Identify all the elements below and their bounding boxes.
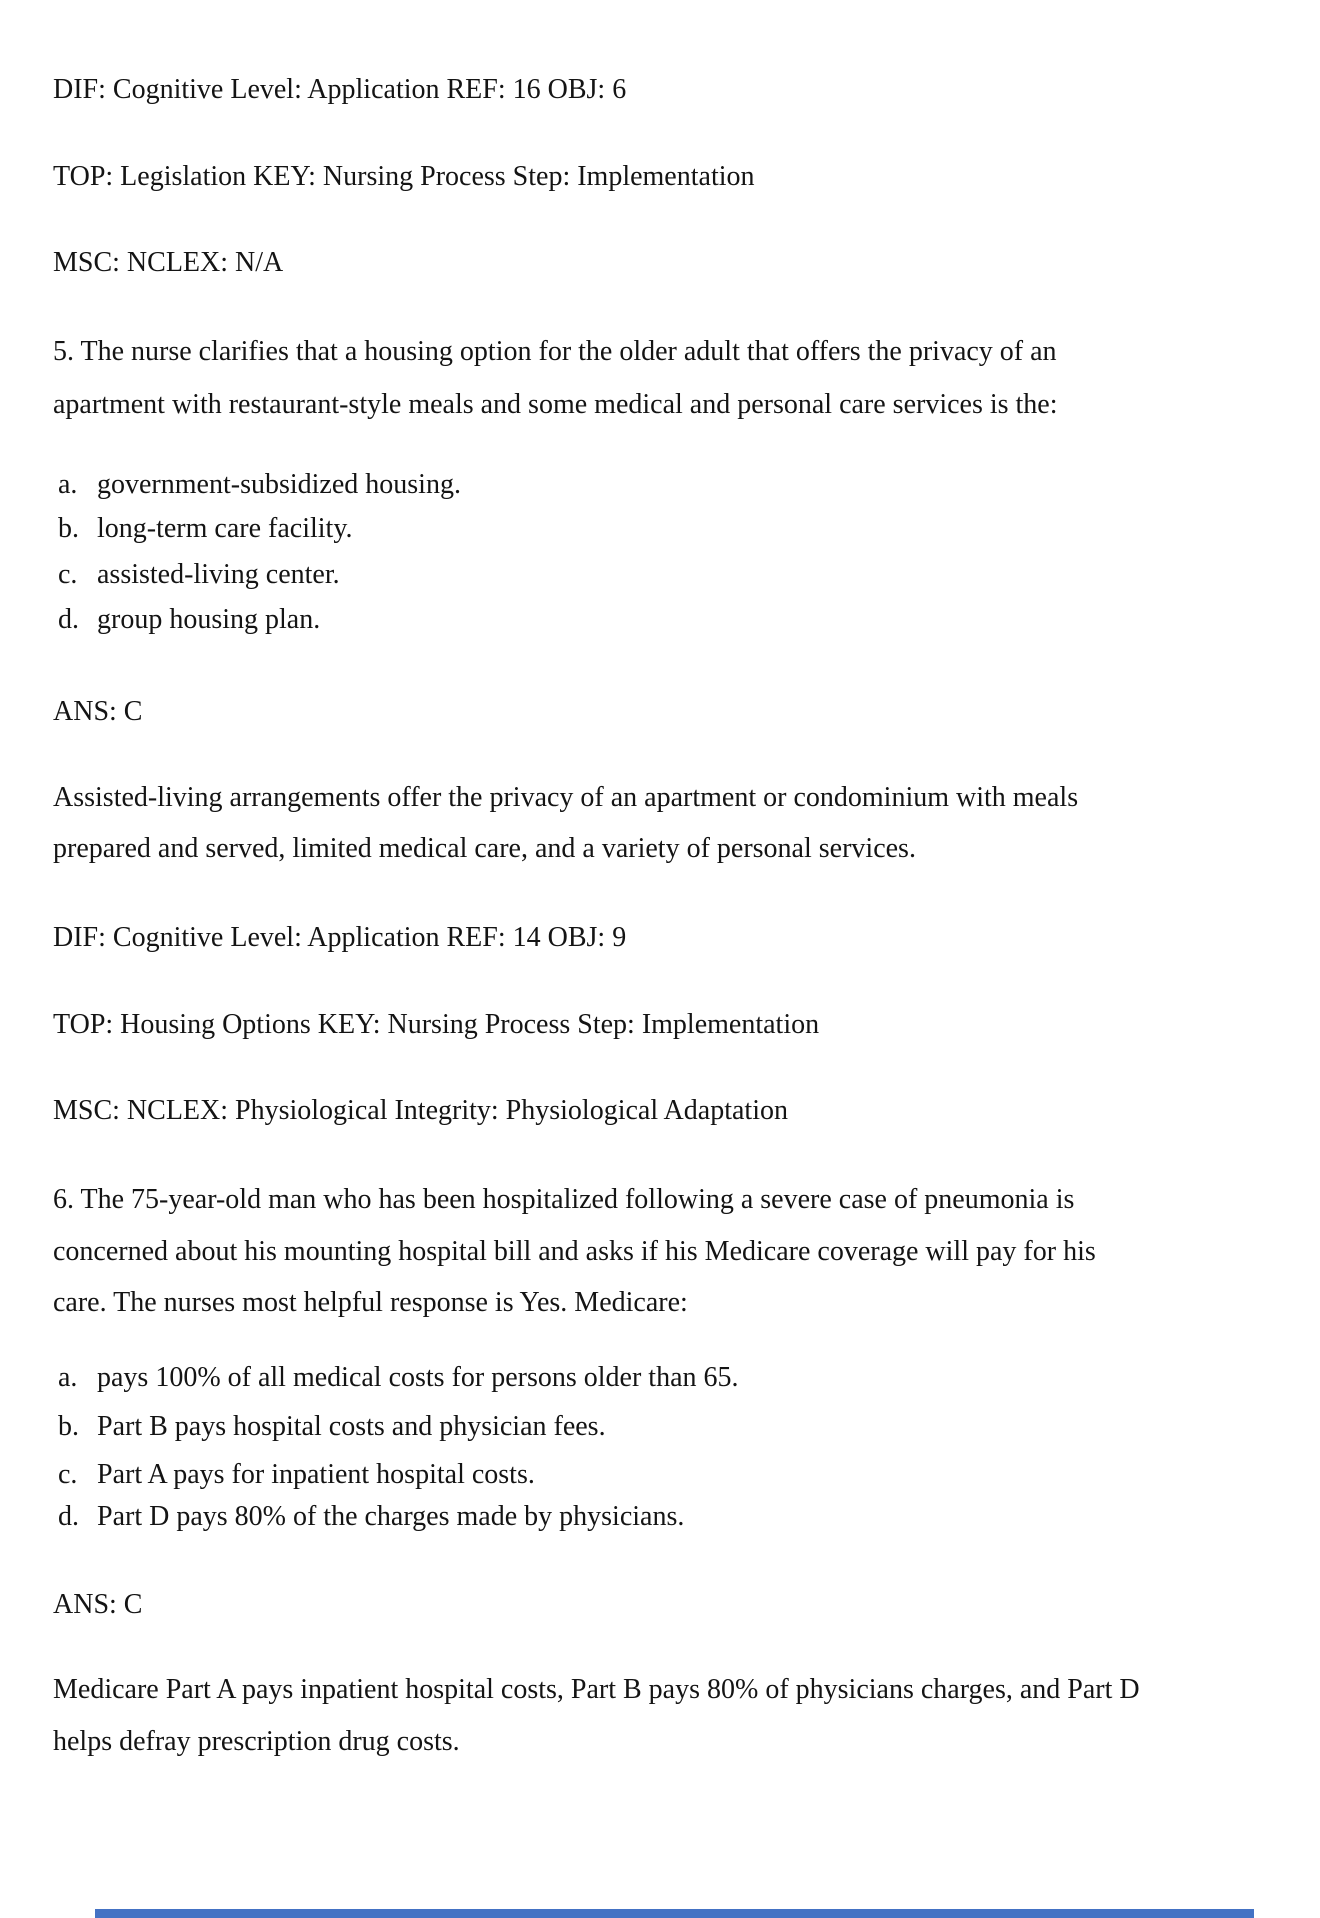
option-letter: b. bbox=[58, 513, 79, 544]
option-row bbox=[58, 594, 320, 646]
rationale-line: helps defray prescription drug costs. bbox=[53, 1726, 460, 1757]
option-letter: d. bbox=[58, 604, 79, 635]
bottom-partial-bar bbox=[95, 1909, 1254, 1918]
question-line: apartment with restaurant-style meals and some medical and personal care services is the: bbox=[53, 389, 1058, 420]
option-letter: a. bbox=[58, 469, 78, 500]
option-row bbox=[58, 1491, 684, 1543]
option-row bbox=[58, 1401, 606, 1453]
option-text: Part D pays 80% of the charges made by physicians. bbox=[97, 1501, 685, 1532]
option-text: government-subsidized housing. bbox=[97, 469, 461, 500]
option-text: pays 100% of all medical costs for persons older than 65. bbox=[97, 1362, 739, 1393]
question-line: concerned about his mounting hospital bill and asks if his Medicare coverage will pay for his bbox=[53, 1236, 1096, 1267]
option-row bbox=[58, 503, 353, 555]
meta-line: TOP: Legislation KEY: Nursing Process Step: Implementation bbox=[53, 161, 755, 192]
rationale-line: Medicare Part A pays inpatient hospital costs, Part B pays 80% of physicians charges, and Part D bbox=[53, 1674, 1140, 1705]
meta-line: MSC: NCLEX: N/A bbox=[53, 247, 284, 278]
option-letter: c. bbox=[58, 559, 78, 590]
option-text: Part B pays hospital costs and physician fees. bbox=[97, 1411, 606, 1442]
option-letter: c. bbox=[58, 1459, 78, 1490]
option-text: long-term care facility. bbox=[97, 513, 353, 544]
option-text: Part A pays for inpatient hospital costs. bbox=[97, 1459, 535, 1490]
meta-line: MSC: NCLEX: Physiological Integrity: Physiological Adaptation bbox=[53, 1095, 788, 1126]
option-letter: b. bbox=[58, 1411, 79, 1442]
option-letter: a. bbox=[58, 1362, 78, 1393]
option-text: assisted-living center. bbox=[97, 559, 340, 590]
rationale-line: prepared and served, limited medical care, and a variety of personal services. bbox=[53, 833, 916, 864]
question-line: 5. The nurse clarifies that a housing option for the older adult that offers the privacy of an bbox=[53, 336, 1057, 367]
answer-line: ANS: C bbox=[53, 1589, 143, 1620]
meta-line: DIF: Cognitive Level: Application REF: 14 OBJ: 9 bbox=[53, 922, 627, 953]
answer-line: ANS: C bbox=[53, 696, 143, 727]
question-line: 6. The 75-year-old man who has been hospitalized following a severe case of pneumonia is bbox=[53, 1184, 1075, 1215]
option-text: group housing plan. bbox=[97, 604, 321, 635]
meta-line: DIF: Cognitive Level: Application REF: 16 OBJ: 6 bbox=[53, 74, 627, 105]
meta-line: TOP: Housing Options KEY: Nursing Process Step: Implementation bbox=[53, 1009, 820, 1040]
question-line: care. The nurses most helpful response is Yes. Medicare: bbox=[53, 1287, 688, 1318]
option-letter: d. bbox=[58, 1501, 79, 1532]
option-row bbox=[58, 1352, 739, 1404]
rationale-line: Assisted-living arrangements offer the privacy of an apartment or condominium with meals bbox=[53, 782, 1079, 813]
